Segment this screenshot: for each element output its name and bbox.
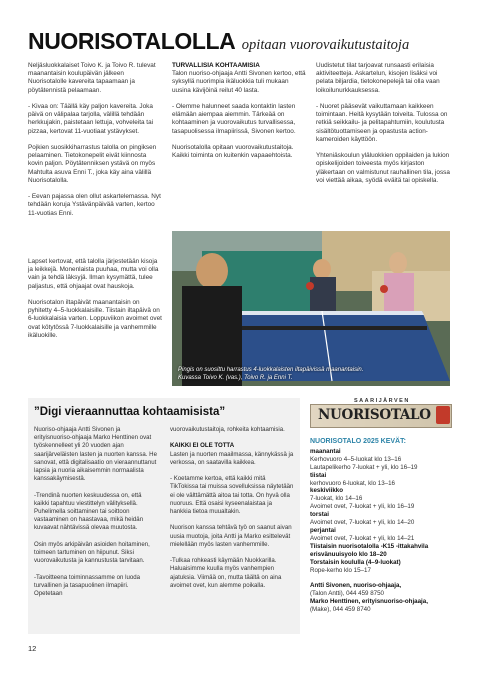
paragraph: Nuorison kanssa tehtävä työ on saanut aivan uusia muotoja, joita Antti ja Marko esittelevät mielellään myös lasten vanhemmille. [170, 524, 292, 548]
paragraph: - Olemme halunneet saada kontaktin lasten elämään aiempaa aiemmin. Tärkeää on kohtaaminen ja vuorovaikutus turvallisessa, tasapuolisessa ilmapiirissä, Sivonen kertoo. [172, 103, 296, 135]
schedule-line: Avoimet ovet, 7-luokat + yli, klo 16–19 [310, 503, 415, 511]
paragraph: Pojkien suosikkiharrastus talolla on pingiksen pelaaminen. Tietokonepelit eivät kiinnosta kovin paljon. Pöytätenniksen ystävä on myös Mahtulta asuva Enni T., joka käy aina välillä Nuorisotalolla. [28, 144, 157, 184]
nuorisotalo-logo [310, 398, 452, 430]
paragraph: Nuoriso-ohjaaja Antti Sivonen ja erityisnuoriso-ohjaaja Marko Henttinen ovat työskennelleet yli 20 vuoden ajan saarijärveläisten lasten ja nuorten kanssa. He sanovat, että digitalisaatio on vieraannuttanut lapsia ja nuoria aikaisemmin normaalista kanssakäymisestä. [34, 426, 157, 483]
section-heading: KAIKKI EI OLE TOTTA [170, 442, 235, 450]
paragraph: -Tulkaa rohkeasti käymään Nuokkarilla. Haluaisimme kuulla myös vanhempien ajatuksia. Viimää on, mutta täältä on aina avoimet ovet, kun alemme poikalla. [170, 557, 282, 589]
schedule-line: Lautapelikerho 7-luokat + yli, klo 16–19 [310, 463, 418, 471]
schedule-line: 7-luokat, klo 14–16 [310, 495, 363, 503]
paragraph: Lasten ja nuorten maailmassa, kännykässä ja verkossa, on saatavilla kaikkea. [170, 450, 294, 466]
contact-block [310, 582, 452, 614]
headline-subtitle: opitaan vuorovaikutustaitoja [241, 37, 410, 53]
paragraph: Lapset kertovat, että talolla järjestetään kisoja ja leikkejä. Monenlaista puuhaa, mutta voi olla vain ja tehdä läksyjä. Ilman kysymättä, tulee paljastus, että ohjaajat ovat hauskoja. [28, 258, 159, 290]
headline-title: NUORISOTALOLLA [28, 28, 236, 54]
article-column-1 [28, 62, 162, 226]
paragraph: -Trendinä nuorten keskuudessa on, että kaikki tapahtuu viestittelyn välityksellä. Puhelimella soittaminen tai soittoon vastaaminen on haastavaa, mikä heidän kuvaavat nähtävissä olevaa muutosta. [34, 491, 144, 532]
logo-top-text: SAARIJÄRVEN [354, 398, 410, 404]
schedule-title: NUORISOTALO 2025 KEVÄT: [310, 438, 406, 445]
schedule-line: Kerhovuoro 4–5-luokat klo 13–16 [310, 455, 402, 463]
logo-wordmark: NUORISOTALO [318, 407, 431, 423]
schedule-day: tiistai [310, 471, 327, 479]
paragraph: - Nuoret pääsevät vaikuttamaan kaikkeen toimintaan. Heitä kysytään toiveita. Tulossa on retkiä seikkailu- ja pelitapahtumiin, koulutusta sisältötuottamiseen ja opastusta action-kameroiden käyttöön. [316, 103, 448, 143]
schedule-day: perjantai [310, 526, 336, 534]
schedule-day: maanantai [310, 447, 341, 455]
article-column-2 [172, 62, 306, 169]
paragraph: Osin myös arkipäivän asioiden hoitaminen, toimeen tartuminen on hiipunut. Siksi vuorovaikutusta ja kannustusta tarvitaan. [34, 540, 150, 565]
schedule [310, 438, 452, 614]
schedule-sidebar [310, 398, 452, 634]
contact-name: Antti Sivonen, nuoriso-ohjaaja, [310, 582, 402, 590]
ping-pong-photo-illustration [172, 231, 450, 386]
article-column-3 [316, 62, 450, 193]
section-heading: TURVALLISIA KOHTAAMISIA [172, 62, 260, 69]
article-column-1-lower [28, 258, 162, 348]
paragraph: Yhteniäskoulun yläluokkien oppilaiden ja lukion opiskelijoiden toiveesta myös kirjaston yläkertaan on valmistunut rauhallinen tila, jossa voi viettää aikaa, syödä eväitä tai opiskella. [316, 152, 450, 184]
paragraph: Nuorisotalon iltapäivät maanantaisin on pyhitetty 4–5-luokkalaisille. Tiistain iltapäivä on 6-luokkalaisia varten. Loppuviikon avoimet ovet ovat kötytössä 7-luokkalaisille ja vanhemmille ikäluokille. [28, 299, 162, 339]
interview-box [28, 398, 300, 634]
schedule-line-bold: Torstaisin koululla (4–9-luokat) [310, 558, 401, 566]
contact-detail: (Make), 044 459 8740 [310, 606, 371, 614]
paragraph: Nuorisotalolla opitaan vuorovaikutustaitoja. Kaikki toiminta on kuitenkin vapaaehtoista. [172, 144, 294, 160]
contact-name: Marko Henttinen, erityisnuoriso-ohjaaja, [310, 598, 428, 606]
paragraph: Talon nuoriso-ohjaaja Antti Sivonen kertoo, että syksyllä nuorimpia ikäluokkia tuli mukaan uusina kävijöinä reilut 40 lasta. [172, 70, 306, 94]
paragraph: Neljäsluokkalaiset Toivo K. ja Toivo R. tulevat maanantaisin koulupäivän jälkeen Nuorisotalolle kavereita tapaamaan ja pöytätennistä pelaamaan. [28, 62, 156, 94]
interview-column-2 [170, 426, 294, 598]
paragraph: - Koetamme kertoa, että kaikki mitä TikTokissa tai muissa sovelluksissa näytetään ei ole välttämättä aitoa tai totta. On hyvä olla nuoruus. Että osaisi kyseenalaistaa ja hankkia tietoa muualtakin. [170, 475, 294, 515]
logo-badge-icon [436, 406, 450, 424]
paragraph: - Kivaa on: Täällä käy paljon kavereita. Joka päivä on välipalaa tarjolla, välillä tehdään herkkujakin, paistetaan lettuja, vohveleita tai pizzaa, kertovat 11-vuotiaat ystävykset. [28, 103, 154, 135]
photo-caption: Pingis on suosittu harrastus 4-luokkalaisten iltapäivissä maanantaisin. Kuvassa Toivo K. (vas.), Toivo R. ja Enni T. [178, 367, 364, 381]
schedule-line: Avoimet ovet, 7-luokat + yli, klo 14–20 [310, 519, 415, 527]
schedule-day: keskiviikko [310, 487, 344, 495]
page-headline [28, 28, 458, 54]
interview-heading: ”Digi vieraannuttaa kohtaamisista” [34, 406, 226, 418]
article-photo [172, 231, 450, 386]
schedule-day: torstai [310, 511, 329, 519]
schedule-line-bold: Tiistaisin nuorisotalolla -K15 -ittakahvila erisvänuuisyolo klo 18–20 [310, 542, 429, 558]
paragraph: vuorovaikutustaitoja, rohkeita kohtaamisia. [170, 426, 285, 433]
contact-detail: (Talon Antti), 044 459 8750 [310, 590, 384, 598]
paragraph: Uudistetut tilat tarjoavat runsaasti erilaisia aktiviteetteja. Askartelun, kisojen lisäksi voi pelata biljardia, tietokonepelejä tai olla vaan loikoilunurkkauksessa. [316, 62, 440, 94]
schedule-line: Rope-kerho klo 15–17 [310, 566, 371, 574]
paragraph: - Eevan pajassa olen ollut askartelemassa. Nyt tehdään koruja Ystävänpäivää varten, kertoo 11-vuotias Enni. [28, 193, 161, 217]
interview-column-1 [34, 426, 158, 606]
schedule-line: Avoimet ovet, 7-luokat + yli, klo 14–21 [310, 534, 415, 542]
page-number: 12 [28, 644, 37, 653]
paragraph: -Tavoitteena toiminnassamme on luoda turvallinen ja tasapuolinen ilmapiiri. Opetetaan [34, 573, 141, 598]
schedule-line: kerhovuoro 6-luokat, klo 13–16 [310, 479, 395, 487]
